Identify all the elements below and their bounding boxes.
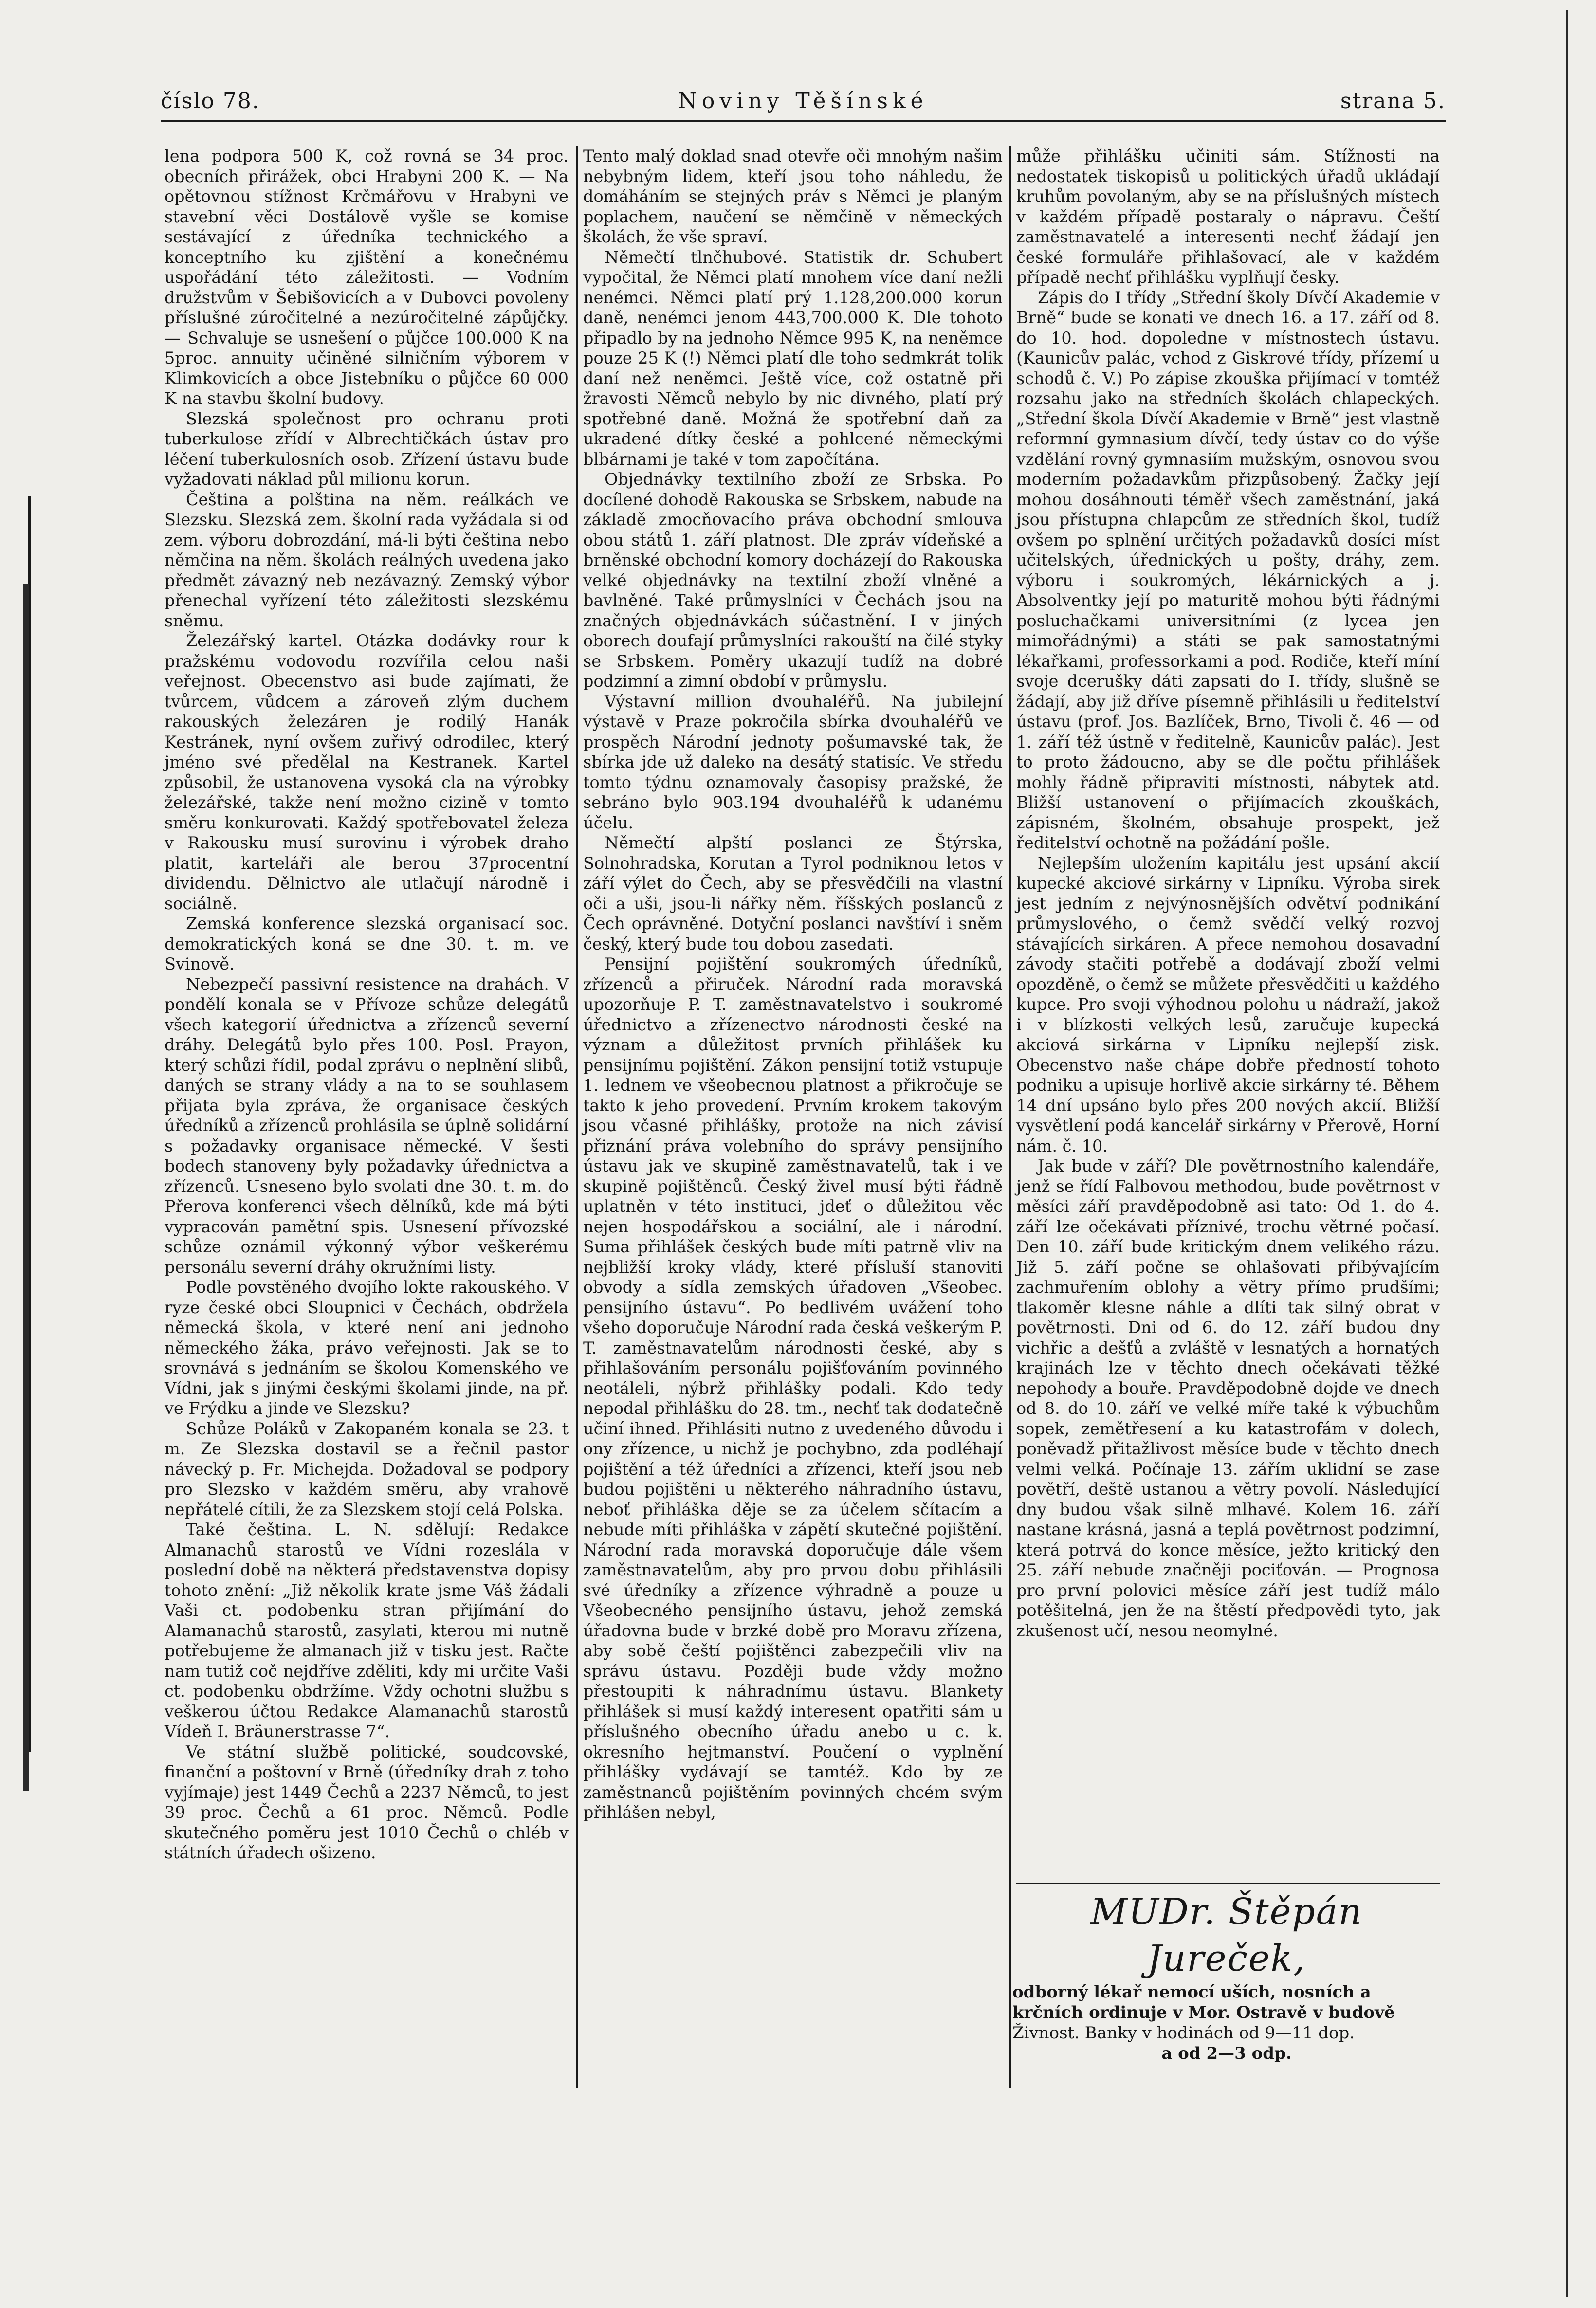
newspaper-title: Noviny Těšínské bbox=[678, 89, 928, 113]
article-paragraph: lena podpora 500 K, což rovná se 34 proc. obecních přirážek, obci Hrabyni 200 K. — Na opětovnou stížnost Krčmářovu v Hrabyni ve stavební věci Dostálově vyšle se komise sestávající z úředníka technického a konceptního ku zjištění a konečnému uspořádání této záležitosti. — Vodním družstvům v Šebišovicích a v Dubovci povoleny příslušné zúročitelné a nezúročitelné zápůjčky. — Schvaluje se usnešení o půjčce 100.000 K na 5proc. annuity učiněné silničním výborem v Klimkovicích a obce Jistebníku o půjčce 60 000 K na stavbu školní budovy. bbox=[165, 147, 569, 408]
doctor-name: MUDr. Štěpán Jureček, bbox=[1090, 1891, 1363, 1979]
article-paragraph: Nejlepším uložením kapitálu jest upsání akcií kupecké akciové sirkárny v Lipníku. Výroba sirek jest jedním z nejvýnosnějších odvětví podnikání průmyslového, o čemž svědčí velký rozvoj stávajících sirkáren. A přece nemohou dosavadní závody stačiti potřebě a dodávají zboží velmi opozděně, o čemž se můžete přesvědčiti u každého kupce. Pro svoji výhodnou polohu u nádraží, jakož i v blízkosti velkých lesů, zaručuje kupecká akciová sirkárna v Lipníku nejlepší zisk. Obecenstvo naše chápe dobře předností tohoto podniku a upisuje horlivě akcie sirkárny té. Během 14 dní upsáno bylo přes 200 nových akcií. Bližší vysvětlení podá kancelář sirkárny v Přerově, Horní nám. č. 10. bbox=[1016, 853, 1440, 1155]
binding-edge-bar bbox=[23, 584, 29, 1791]
article-paragraph: Také čeština. L. N. sdělují: Redakce Almanachů starostů ve Vídni rozeslála v poslední době na některá představenstva dopisy tohoto znění: „Již několik krate jsme Váš žádali Vaši ct. podobenku stran přijímání do Alamanachů starostů, zasylati, kterou mi nutně potřebujeme že almanach již v tisku jest. Račte nam tutiž coč nejdříve zděliti, kdy mi určite Vaši ct. podobenku obdržíme. Vždy ochotni službu s veškerou účtou Redakce Alamanachů starostů Vídeň I. Bräunerstrasse 7“. bbox=[165, 1520, 569, 1741]
ad-text-3: a od 2—3 odp. bbox=[1161, 2044, 1292, 2063]
article-paragraph: Zápis do I třídy „Střední školy Dívčí Akademie v Brně“ bude se konati ve dnech 16. a 17. září od 8. do 10. hod. dopoledne v místnostech ústavu. (Kaunicův palác, vchod z Giskrové třídy, přízemí u schodů č. V.) Po zápise zkouška přijímací v tomtéž rozsahu jako na středních školách chlapeckých. „Střední škola Dívčí Akademie v Brně“ jest vlastně reformní gymnasium dívčí, tedy ústav co do výše vzdělání rovný gymnasiím mužským, osnovou svou moderním požadavkům přizpůsobený. Žačky její mohou dosáhnouti téměř všech zaměstnání, jaká jsou přístupna chlapcům ze středních škol, tudíž ovšem po splnění určitých požadavků dosíci míst učitelských, úřednických u pošty, dráhy, zem. výboru i soukromých, lékárnických a j. Absolventky její po maturitě mohou býti řádnými posluchačkami universitními (z lycea jen mimořádnými) a státi se pak samostatnými lékařkami, professorkami a pod. Rodiče, kteří míní svoje dcerušky dáti zapsati do I. třídy, slušně se žádají, aby již dříve písemně přihlásili u ředitelství ústavu (prof. Jos. Bazlíček, Brno, Tivoli č. 46 — od 1. září též ústně v ředitelně, Kaunicův palác). Jest to proto žádoucno, aby se dle počtu přihlášek mohly řádně připraviti místnosti, nábytek atd. Bližší ustanovení o přijímacích zkouškách, zápisném, školném, obsahuje prospekt, jež ředitelství ochotně na požádání pošle. bbox=[1016, 288, 1440, 852]
ad-top-rule bbox=[1016, 1883, 1440, 1884]
article-paragraph: Ve státní službě politické, soudcovské, finanční a poštovní v Brně (úředníky drah z toho vyjímaje) jest 1449 Čechů a 2237 Němců, to jest 39 proc. Čechů a 61 proc. Němců. Podle skutečného poměru jest 1010 Čechů o chléb v státních úřadech ošizeno. bbox=[165, 1742, 569, 1862]
article-paragraph: Železářský kartel. Otázka dodávky rour k pražskému vodovodu rozvířila celou naši veřejnost. Obecenstvo asi bude zajímati, že tvůrcem, vůdcem a zároveň zlým duchem rakouských železáren je rodilý Hanák Kestránek, nyní ovšem zuřivý odrodilec, který jméno své předělal na Kestranek. Kartel způsobil, že ustanovena vysoká cla na výrobky železářské, takže není možno cizině v tomto směru konkurovati. Každý spotřebovatel železa v Rakousku musí surovinu i výrobek draho platit, karteláři ale berou 37procentní dividendu. Dělnictvo ale utlačují národně i sociálně. bbox=[165, 631, 569, 913]
article-paragraph: Němečtí alpští poslanci ze Štýrska, Solnohradska, Korutan a Tyrol podniknou letos v září výlet do Čech, aby se přesvědčili na vlastní oči a uši, jsou-li nářky něm. říšských poslanců z Čech oprávněné. Dotyční poslanci navštíví i sněm český, který bude tou dobou zasedati. bbox=[583, 833, 1003, 953]
ad-text-1 bbox=[1012, 1982, 1441, 2023]
doctor-advertisement bbox=[1012, 1888, 1441, 2064]
article-paragraph: Němečtí tlnčhubové. Statistik dr. Schubert vypočital, že Němci platí mnohem více daní nežli nenémci. Němci platí prý 1.128,200.000 korun daně, nenémci jenom 443,700.000 K. Dle tohoto připadlo by na jednoho Němce 995 K, na neněmce pouze 25 K (!) Němci platí dle toho sedmkrát tolik daní než neněmci. Ještě více, což ostatně při žravosti Němců nebylo by nic divného, platí prý spotřebné daně. Možná že spotřební daň za ukradené dítky české a pohlcené německými blbárnami je také v tom započítána. bbox=[583, 247, 1003, 469]
article-paragraph: Podle povstěného dvojího lokte rakouského. V ryze české obci Sloupnici v Čechách, obdržela německá škola, v které není ani jednoho německého žáka, právo veřejnosti. Jak se to srovnává s jednáním se školou Komenského ve Vídni, jak s jinými českými školami jinde, na př. ve Frýdku a jinde ve Slezsku? bbox=[165, 1278, 569, 1418]
article-paragraph: Výstavní million dvouhaléřů. Na jubilejní výstavě v Praze pokročila sbírka dvouhaléřů ve prospěch Národní jednoty pošumavské tak, že sbírka jde už daleko na desátý statisíc. Ve středu tomto týdnu oznamovaly časopisy pražské, že sebráno bylo 903.194 dvouhaléřů k udanému účelu. bbox=[583, 692, 1003, 832]
article-column-2 bbox=[583, 146, 1003, 1823]
article-paragraph: Jak bude v září? Dle povětrnostního kalendáře, jenž se řídí Falbovou methodou, bude povětrnost v měsíci září pravděpodobně asi tato: Od 1. do 4. září lze očekávati příznivé, trochu větrné počasí. Den 10. září bude kritickým dnem velikého rázu. Již 5. září počne se ohlašovati přibývajícím zachmuřením oblohy a větry přímo prudšími; tlakoměr klesne náhle a dlíti tak silný obrat v povětrnosti. Dni od 6. do 12. září budou dny vichřic a dešťů a zvláště v lesnatých a hornatých krajinách lze v těchto dnech očekávati těžké nepohody a bouře. Pravděpodobně dojde ve dnech od 8. do 10. září ve velké míře také k výbuchům sopek, zemětřesení a ku katastrofám v dolech, poněvadž přitažlivost měsíce bude v těchto dnech velmi velká. Počínaje 13. zářím uklidní se zase povětří, deště ustanou a větry povolí. Následující dny budou však silně mlhavé. Kolem 16. září nastane krásná, jasná a teplá povětrnost podzimní, která potrvá do konce měsíce, ježto kritický den 25. září nebude značněji pociťován. — Prognosa pro první polovici měsíce září jest tudíž málo potěšitelná, jen že na štěstí předpovědi tyto, jak zkušenost učí, nesou neomylné. bbox=[1016, 1156, 1440, 1640]
article-paragraph: Tento malý doklad snad otevře oči mnohým našim nebybným lidem, kteří jsou toho náhledu, že domáháním se stejných práv s Němci je planým poplachem, naučení se němčině v německých školách, že vše spraví. bbox=[583, 147, 1003, 246]
issue-number: číslo 78. bbox=[161, 89, 260, 113]
article-paragraph: může přihlášku učiniti sám. Stížnosti na nedostatek tiskopisů u politických úřadů ukládají kruhům povolaným, aby se na příslušných místech v každém případě postaraly o nápravu. Čeští zaměstnavatelé a interesenti nechť žádají jen české formuláře přihlašovací, ale v každém případě nechť přihlášku vyplňují česky. bbox=[1016, 147, 1440, 287]
article-paragraph: Nebezpečí passivní resistence na drahách. V pondělí konala se v Přívoze schůze delegátů všech kategorií úřednictva a zřízenců severní dráhy. Delegátů bylo přes 100. Posl. Prayon, který schůzi řídil, podal zprávu o neplnění slibů, daných se strany vlády a na to se souhlasem přijata byla zpráva, že organisace českých úředníků a zřízenců prohlásila se úplně solidární s požadavky organisace německé. V šesti bodech stanoveny byly požadavky úřednictva a zřízenců. Usneseno bylo svolati dne 30. t. m. do Přerova konferenci všech dělníků, kde má býti vypracován pamětní spis. Usnesení přívozské schůze oznámil výkonný výbor veškerému personálu severní dráhy okružními listy. bbox=[165, 974, 569, 1277]
article-paragraph: Čeština a polština na něm. reálkách ve Slezsku. Slezská zem. školní rada vyžádala si od zem. výboru dobrozdání, má-li býti čeština nebo němčina na něm. školách reálných uvedena jako předmět závazný neb nezávazný. Zemský výbor přenechal vyřízení této záležitosti slezskému sněmu. bbox=[165, 490, 569, 630]
article-column-3 bbox=[1016, 146, 1440, 1641]
ad-line-1: odborný lékař nemocí uších, nosních a krčních ordinuje v Mor. Ostravě v budově bbox=[1012, 1982, 1395, 2022]
page-number: strana 5. bbox=[1340, 89, 1446, 113]
article-paragraph: Pensijní pojištění soukromých úředníků, zřízenců a přiruček. Národní rada moravská upozorňuje P. T. zaměstnavatelstvo i soukromé úřednictvo a zřízenectvo národnosti české na význam a důležitost prvních přihlášek ku pensijnímu pojištění. Zákon pensijní totiž vstupuje 1. lednem ve všeobecnou platnost a přikročuje se takto k jeho provedení. Prvním krokem takovým jsou včasné přihlášky, protože na nich závisí přiznání práva volebního do správy pensijního ústavu jak ve skupině zaměstnavatelů, tak i ve skupině pojištěnců. Český živel musí býti řádně uplatněn v této instituci, jdeť o důležitou věc nejen hospodářskou a sociální, ale i národní. Suma přihlášek českých bude míti patrně vliv na nejbližší kroky vlády, které přísluší stanoviti obvody a sídla zemských úřadoven „Všeobec. pensijního ústavu“. Po bedlivém uvážení toho všeho doporučuje Národní rada česká veškerým P. T. zaměstnavatelům národnosti české, aby s přihlašováním personálu pojišťováním povinného neotáleli, nýbrž přihlášky podali. Kdo tedy nepodal přihlášku do 28. tm., nechť tak dodatečně učiní ihned. Přihlásiti nutno z uvedeného důvodu i ony zřízence, u nichž je pochybno, zda podléhají pojištění a též úředníci a zřízenci, kteří jsou neb budou pojištěni u některého náhradního ústavu, neboť přihláška děje se za účelem sčítacím a nebude míti přihláška v zápětí skutečné pojištění. Národní rada moravská doporučuje dále všem zaměstnavatelům, aby pro prvou dobu přihlásili své úředníky a zřízence výhradně a pouze u Všeobecného pensijního ústavu, jehož zemská úřadovna bude v brzké době pro Moravu zřízena, aby sobě čeští pojištěnci zabezpečili vliv na správu ústavu. Později bude vždy možno přestoupiti k náhradnímu ústavu. Blankety přihlášek si musí každý interesent opatřiti sám u příslušného obecního úřadu anebo u c. k. okresního hejtmanství. Poučení o vyplnění přihlášky vydávají se tamtéž. Kdo by ze zaměstnanců pojištěním povinných chcém svým přihlášen nebyl, bbox=[583, 954, 1003, 1822]
column-separator-2 bbox=[1009, 146, 1011, 2088]
ad-text-2: Živnost. Banky v hodinách od 9—11 dop. bbox=[1012, 2023, 1355, 2043]
article-paragraph: Objednávky textilního zboží ze Srbska. Po docílené dohodě Rakouska se Srbskem, nabude na základě zmocňovacího práva obchodní smlouva obou států 1. září platnost. Dle zpráv vídeňské a brněnské obchodní komory docházejí do Rakouska velké objednávky na textilní zboží vlněné a bavlněné. Také průmyslníci v Čechách jsou na značných objednávkách súčastnění. I v jiných oborech doufají průmyslníci rakouští na čilé styky se Srbskem. Poměry ukazují tudíž na dobré podzimní a zimní období v průmyslu. bbox=[583, 470, 1003, 691]
article-paragraph: Zemská konference slezská organisací soc. demokratických koná se dne 30. t. m. ve Svinově. bbox=[165, 914, 569, 973]
article-paragraph: Slezská společnost pro ochranu proti tuberkulose zřídí v Albrechtičkách ústav pro léčení tuberkulosních osob. Zřízení ústavu bude vyžadovati náklad půl milionu korun. bbox=[165, 409, 569, 489]
article-column-1 bbox=[165, 146, 569, 1863]
article-paragraph: Schůze Poláků v Zakopaném konala se 23. t m. Ze Slezska dostavil se a řečnil pastor návecký p. Fr. Michejda. Dožadoval se podpory pro Slezsko v každém směru, aby vrahově nepřátelé cítili, že za Slezskem stojí celá Polska. bbox=[165, 1419, 569, 1519]
column-separator-1 bbox=[576, 146, 578, 2088]
header-rule bbox=[161, 120, 1446, 122]
right-edge-line bbox=[1566, 10, 1568, 2297]
